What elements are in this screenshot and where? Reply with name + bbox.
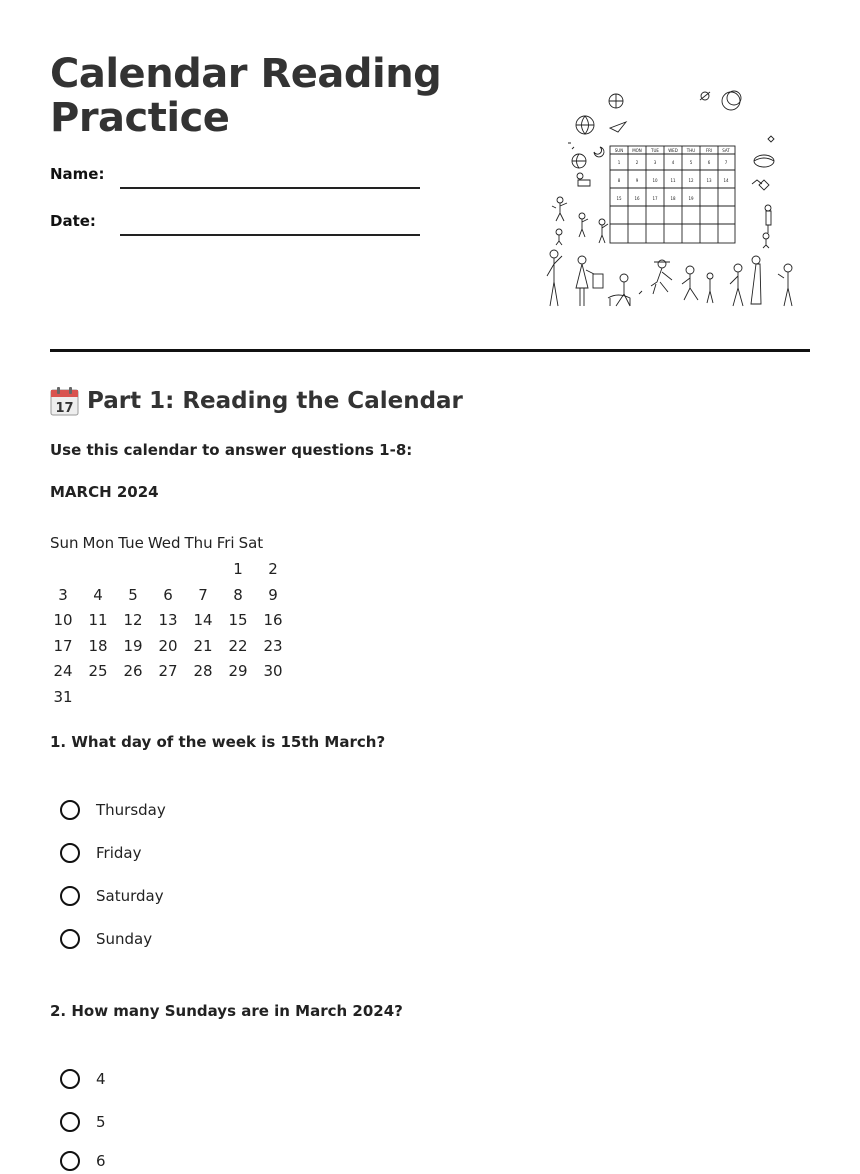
calendar-day: 5 (128, 585, 138, 604)
q2-option-c[interactable] (60, 1148, 106, 1174)
weekday-label: Sun (50, 534, 79, 552)
illustration-weekday: THU (686, 148, 696, 153)
part1-heading (50, 386, 463, 416)
illustration-day: 12 (688, 178, 694, 183)
calendar-day: 26 (123, 662, 143, 681)
month-label: MARCH 2024 (50, 483, 159, 501)
option-label: Friday (96, 844, 142, 862)
page-title: Calendar Reading Practice (50, 51, 442, 141)
illustration-day: 9 (635, 178, 639, 183)
calendar-day: 23 (263, 636, 283, 655)
weekday-label: Thu (184, 534, 213, 552)
calendar-weekday-header (50, 534, 267, 552)
weekday-label: Wed (147, 534, 181, 552)
illustration-day: 11 (670, 178, 676, 183)
radio-button[interactable] (60, 1112, 80, 1132)
instruction-text: Use this calendar to answer questions 1-8: (50, 441, 413, 459)
illustration-day: 7 (724, 160, 728, 165)
calendar-day: 15 (228, 611, 248, 630)
weekday-label: Tue (118, 534, 144, 552)
calendar-day: 6 (163, 585, 173, 604)
radio-button[interactable] (60, 800, 80, 820)
option-label: Thursday (96, 801, 166, 819)
q2-option-b[interactable] (60, 1109, 106, 1135)
illustration-day: 3 (653, 160, 657, 165)
radio-button[interactable] (60, 1151, 80, 1171)
name-label: Name: (50, 165, 105, 183)
calendar-day: 29 (228, 662, 248, 681)
radio-button[interactable] (60, 886, 80, 906)
date-field[interactable] (120, 234, 420, 236)
q1-option-d[interactable] (60, 926, 152, 952)
option-label: 4 (96, 1070, 106, 1088)
calendar-day: 27 (158, 662, 178, 681)
option-label: Saturday (96, 887, 164, 905)
calendar-day: 2 (268, 560, 278, 578)
illustration-weekday: SUN (614, 148, 624, 153)
question-1: 1. What day of the week is 15th March? (50, 733, 386, 751)
calendar-day: 19 (123, 636, 143, 655)
calendar-day: 9 (268, 585, 278, 604)
q1-option-c[interactable] (60, 883, 164, 909)
calendar-day: 1 (233, 560, 243, 578)
illustration-day: 8 (617, 178, 621, 183)
illustration-day: 5 (689, 160, 693, 165)
date-label: Date: (50, 212, 96, 230)
q1-option-a[interactable] (60, 797, 166, 823)
illustration-weekday: FRI (705, 148, 713, 153)
section-divider (50, 349, 810, 352)
calendar-day: 14 (193, 611, 213, 630)
option-label: 6 (96, 1152, 106, 1170)
calendar-day: 10 (53, 611, 73, 630)
calendar-icon (50, 386, 79, 416)
illustration-day: 17 (652, 196, 658, 201)
option-label: 5 (96, 1113, 106, 1131)
illustration-day: 16 (634, 196, 640, 201)
illustration-weekday: TUE (651, 148, 659, 153)
illustration-day: 14 (723, 178, 729, 183)
calendar-day: 4 (93, 585, 103, 604)
illustration-weekday: MON (632, 148, 642, 153)
illustration-day: 18 (670, 196, 676, 201)
illustration-weekday: SAT (722, 148, 730, 153)
option-label: Sunday (96, 930, 153, 948)
calendar-day: 13 (158, 611, 178, 630)
svg-text:17: 17 (55, 401, 74, 416)
calendar-day: 16 (263, 611, 283, 630)
radio-button[interactable] (60, 929, 80, 949)
name-field[interactable] (120, 187, 420, 189)
calendar-day: 3 (58, 585, 68, 604)
calendar-day: 31 (53, 688, 73, 706)
calendar-day: 8 (233, 585, 243, 604)
radio-button[interactable] (60, 843, 80, 863)
calendar-day: 18 (88, 636, 108, 655)
illustration-day: 2 (635, 160, 639, 165)
illustration-day: 13 (706, 178, 712, 183)
illustration-day: 1 (617, 160, 621, 165)
weekday-label: Sat (238, 534, 264, 552)
illustration-day: 10 (652, 178, 658, 183)
q1-option-b[interactable] (60, 840, 141, 866)
illustration-day: 4 (671, 160, 675, 165)
illustration-weekday: WED (668, 148, 678, 153)
calendar-day: 30 (263, 662, 283, 681)
calendar-day: 20 (158, 636, 178, 655)
radio-button[interactable] (60, 1069, 80, 1089)
calendar-day: 12 (123, 611, 143, 630)
weekday-label: Fri (216, 534, 235, 552)
calendar-day: 11 (88, 611, 108, 630)
question-2: 2. How many Sundays are in March 2024? (50, 1002, 403, 1020)
illustration-day: 6 (707, 160, 711, 165)
q2-option-a[interactable] (60, 1066, 106, 1092)
part1-title: Part 1: Reading the Calendar (87, 388, 463, 414)
calendar-day: 22 (228, 636, 248, 655)
calendar-illustration (542, 84, 798, 314)
illustration-day: 19 (688, 196, 694, 201)
calendar-day: 17 (53, 636, 73, 655)
illustration-day: 15 (616, 196, 622, 201)
calendar-day: 25 (88, 662, 108, 681)
calendar-day: 24 (53, 662, 73, 681)
calendar-day: 28 (193, 662, 213, 681)
calendar-day: 21 (193, 636, 213, 655)
calendar-day: 7 (198, 585, 208, 604)
weekday-label: Mon (82, 534, 115, 552)
